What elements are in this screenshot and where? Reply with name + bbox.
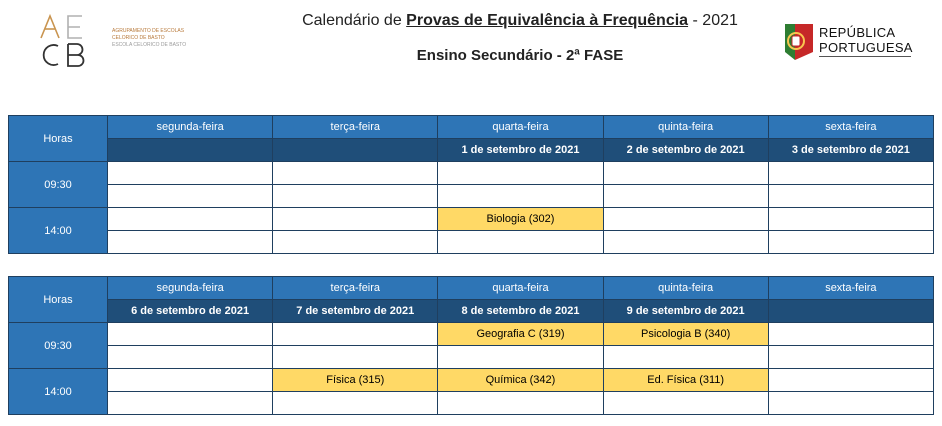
republica-portuguesa-text	[819, 25, 913, 55]
empty-cell	[768, 231, 933, 254]
exam-cell: Psicologia B (340)	[603, 323, 768, 346]
exam-cell: Geografia C (319)	[438, 323, 603, 346]
date-header	[768, 300, 933, 323]
table-row	[9, 323, 934, 346]
empty-cell	[108, 162, 273, 185]
time-slot-label: 14:00	[9, 208, 108, 254]
table-row	[9, 392, 934, 415]
table-row	[9, 162, 934, 185]
empty-cell	[438, 231, 603, 254]
rp-line-1: REPÚBLICA	[819, 25, 896, 40]
empty-cell	[273, 346, 438, 369]
school-line-3: ESCOLA CELORICO DE BASTO	[112, 42, 187, 48]
empty-cell	[603, 185, 768, 208]
title-suffix: - 2021	[688, 12, 738, 29]
day-header: quinta-feira	[603, 277, 768, 300]
date-header-row	[9, 139, 934, 162]
empty-cell	[768, 323, 933, 346]
empty-cell	[438, 162, 603, 185]
empty-cell	[438, 392, 603, 415]
empty-cell	[108, 208, 273, 231]
republica-portuguesa-logo	[783, 22, 933, 64]
table-row	[9, 208, 934, 231]
empty-cell	[273, 162, 438, 185]
empty-cell	[108, 346, 273, 369]
empty-cell	[768, 185, 933, 208]
day-header: quinta-feira	[603, 116, 768, 139]
empty-cell	[108, 185, 273, 208]
table-row	[9, 346, 934, 369]
date-header: 2 de setembro de 2021	[603, 139, 768, 162]
day-header: terça-feira	[273, 116, 438, 139]
empty-cell	[603, 392, 768, 415]
empty-cell	[108, 231, 273, 254]
empty-cell	[768, 392, 933, 415]
schedule-table-week-1	[8, 115, 934, 254]
day-header: quarta-feira	[438, 116, 603, 139]
date-header-row	[9, 300, 934, 323]
table-row	[9, 369, 934, 392]
school-logo	[38, 12, 100, 68]
date-header	[108, 139, 273, 162]
empty-cell	[108, 392, 273, 415]
day-header: quarta-feira	[438, 277, 603, 300]
empty-cell	[273, 323, 438, 346]
date-header	[273, 139, 438, 162]
title-emphasis: Provas de Equivalência à Frequência	[406, 12, 689, 29]
empty-cell	[768, 208, 933, 231]
rp-line-2: PORTUGUESA	[819, 40, 913, 55]
day-header-row	[9, 116, 934, 139]
day-header: segunda-feira	[108, 277, 273, 300]
schedule-table-week-2	[8, 276, 934, 415]
empty-cell	[108, 369, 273, 392]
exam-cell: Biologia (302)	[438, 208, 603, 231]
empty-cell	[603, 162, 768, 185]
day-header: sexta-feira	[768, 116, 933, 139]
date-header: 6 de setembro de 2021	[108, 300, 273, 323]
page-subtitle: Ensino Secundário - 2ª FASE	[416, 47, 624, 64]
time-slot-label: 09:30	[9, 323, 108, 369]
exam-cell: Química (342)	[438, 369, 603, 392]
date-header: 3 de setembro de 2021	[768, 139, 933, 162]
date-header: 7 de setembro de 2021	[273, 300, 438, 323]
empty-cell	[768, 162, 933, 185]
exam-cell: Ed. Física (311)	[603, 369, 768, 392]
school-line-2: CELORICO DE BASTO	[112, 35, 165, 41]
school-line-1: AGRUPAMENTO DE ESCOLAS	[112, 28, 185, 34]
page-header	[0, 0, 942, 100]
empty-cell	[768, 346, 933, 369]
exam-cell: Física (315)	[273, 369, 438, 392]
empty-cell	[438, 185, 603, 208]
empty-cell	[273, 392, 438, 415]
table-row	[9, 185, 934, 208]
day-header: sexta-feira	[768, 277, 933, 300]
title-prefix: Calendário de	[302, 12, 407, 29]
day-header: segunda-feira	[108, 116, 273, 139]
time-slot-label: 09:30	[9, 162, 108, 208]
empty-cell	[603, 231, 768, 254]
empty-cell	[603, 346, 768, 369]
coat-of-arms-icon	[783, 22, 815, 62]
empty-cell	[768, 369, 933, 392]
hours-header: Horas	[9, 277, 108, 323]
date-header: 1 de setembro de 2021	[438, 139, 603, 162]
rp-underline	[819, 56, 911, 57]
school-name	[112, 28, 186, 49]
date-header: 8 de setembro de 2021	[438, 300, 603, 323]
table-row	[9, 231, 934, 254]
date-header: 9 de setembro de 2021	[603, 300, 768, 323]
empty-cell	[273, 231, 438, 254]
empty-cell	[108, 323, 273, 346]
day-header: terça-feira	[273, 277, 438, 300]
empty-cell	[273, 208, 438, 231]
empty-cell	[438, 346, 603, 369]
time-slot-label: 14:00	[9, 369, 108, 415]
empty-cell	[273, 185, 438, 208]
hours-header: Horas	[9, 116, 108, 162]
page-title	[220, 12, 820, 30]
empty-cell	[603, 208, 768, 231]
day-header-row	[9, 277, 934, 300]
